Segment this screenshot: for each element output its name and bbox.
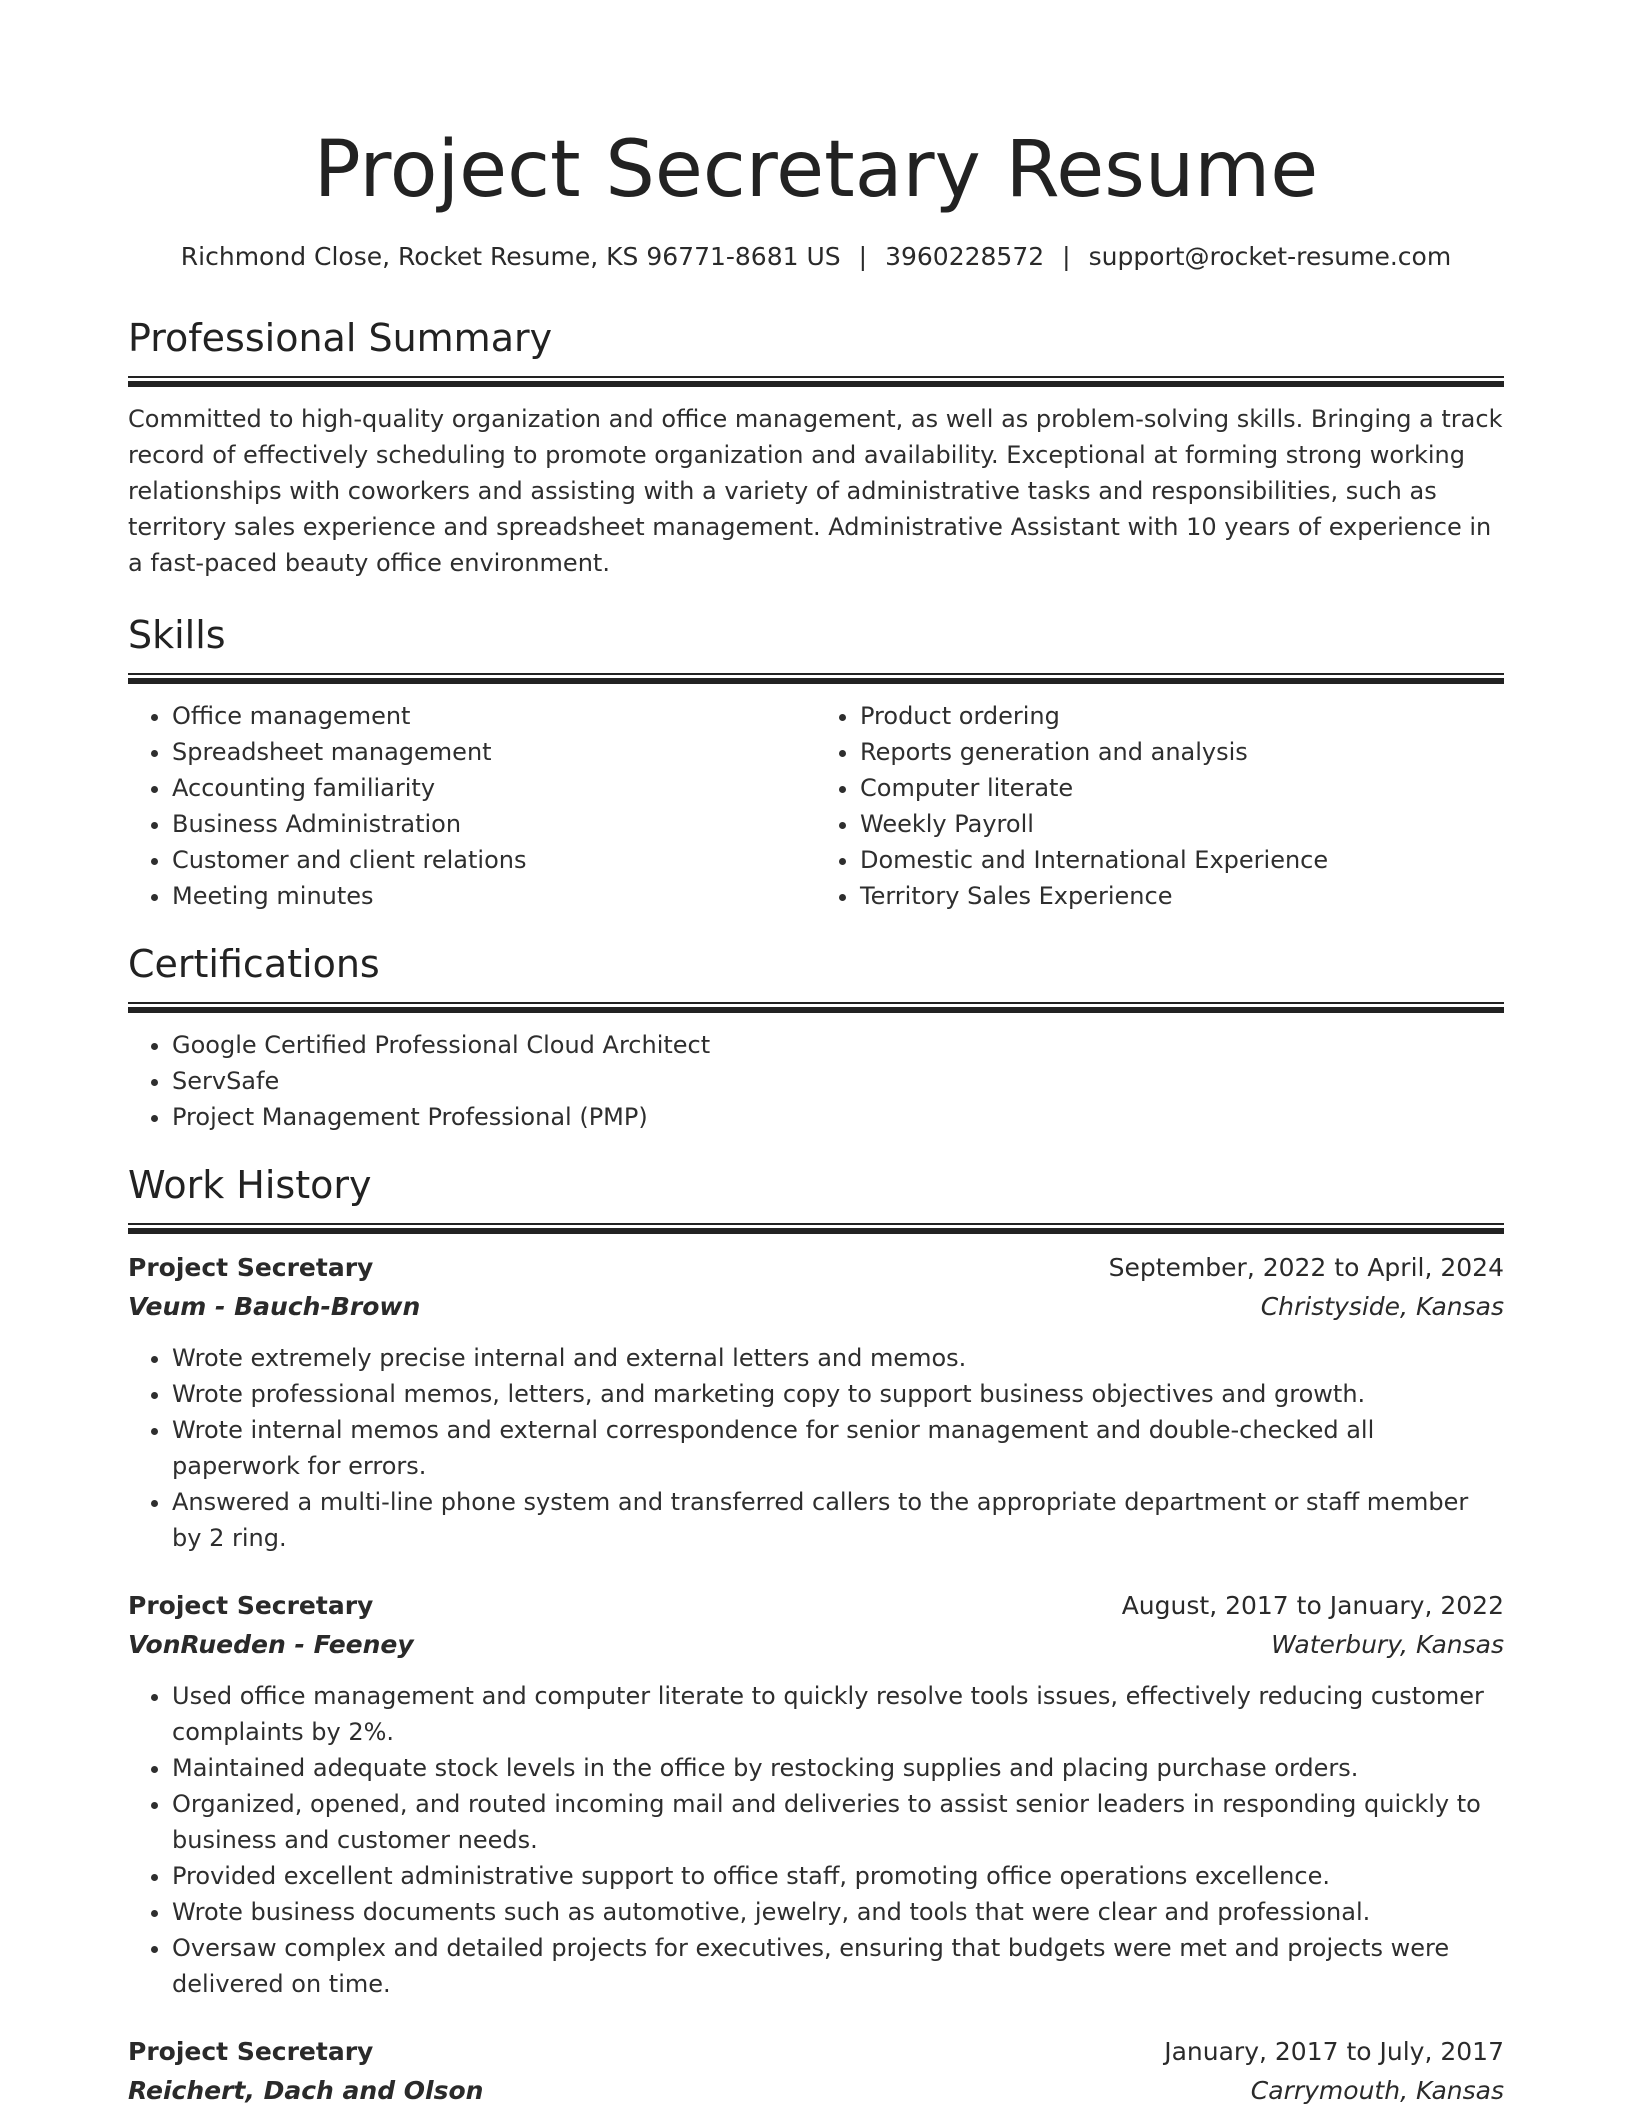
job-location: Carrymouth, Kansas <box>1250 2076 1504 2105</box>
contact-separator: | <box>858 242 868 271</box>
section-divider <box>128 673 1504 684</box>
job-entry <box>128 2032 1504 2110</box>
contact-email: support@rocket-resume.com <box>1088 242 1452 271</box>
skills-column-left <box>128 698 816 914</box>
skills-grid <box>128 698 1504 914</box>
skills-section <box>128 609 1504 914</box>
job-bullet: • Wrote professional memos, letters, and marketing copy to support business objectives and growth. <box>172 1376 1504 1412</box>
job-location: Christyside, Kansas <box>1260 1292 1504 1321</box>
job-header <box>128 1586 1504 1625</box>
skill-item: • Business Administration <box>172 806 816 842</box>
skill-item: • Weekly Payroll <box>860 806 1504 842</box>
job-bullet: • Maintained adequate stock levels in the office by restocking supplies and placing purchase orders. <box>172 1750 1504 1786</box>
job-bullet: • Wrote business documents such as automotive, jewelry, and tools that were clear and professional. <box>172 1894 1504 1930</box>
contact-address: Richmond Close, Rocket Resume, KS 96771-8681 US <box>180 242 841 271</box>
job-company: VonRueden - Feeney <box>128 1630 414 1659</box>
job-dates: August, 2017 to January, 2022 <box>1121 1591 1504 1620</box>
summary-text: Committed to high-quality organization and office management, as well as problem-solving skills. Bringing a track record of effectively scheduling to promote organization and availability. Exceptional at forming strong working relationships with coworkers and assisting with a variety of administrative tasks and responsibilities, such as territory sales experience and spreadsheet management. Administrative Assistant with 10 years of experience in a fast-paced beauty office environment. <box>128 405 1503 577</box>
skill-item: • Customer and client relations <box>172 842 816 878</box>
skill-item: • Office management <box>172 698 816 734</box>
job-subheader <box>128 1287 1504 1326</box>
section-divider <box>128 1002 1504 1013</box>
section-divider <box>128 376 1504 387</box>
section-title-certifications: Certifications <box>128 942 380 986</box>
job-bullet-list <box>128 1678 1504 2002</box>
certification-item: • Project Management Professional (PMP) <box>172 1099 1504 1135</box>
job-entry <box>128 1248 1504 1556</box>
certifications-section <box>128 938 1504 1135</box>
job-bullet: • Used office management and computer literate to quickly resolve tools issues, effectively reducing customer complaints by 2%. <box>172 1678 1504 1750</box>
skill-item: • Meeting minutes <box>172 878 816 914</box>
skills-list-right <box>816 698 1504 914</box>
certifications-list <box>128 1027 1504 1135</box>
section-title-work-history: Work History <box>128 1163 372 1207</box>
section-divider <box>128 1223 1504 1234</box>
skill-item: • Computer literate <box>860 770 1504 806</box>
job-company: Reichert, Dach and Olson <box>128 2076 484 2105</box>
contact-separator: | <box>1062 242 1071 271</box>
job-company: Veum - Bauch-Brown <box>128 1292 421 1321</box>
skill-item: • Product ordering <box>860 698 1504 734</box>
skills-list-left <box>128 698 816 914</box>
job-header <box>128 2032 1504 2071</box>
job-bullet: • Provided excellent administrative support to office staff, promoting office operations excellence. <box>172 1858 1504 1894</box>
job-dates: September, 2022 to April, 2024 <box>1108 1253 1504 1282</box>
job-subheader <box>128 2071 1504 2110</box>
contact-phone: 3960228572 <box>885 242 1045 271</box>
job-bullet: • Wrote extremely precise internal and external letters and memos. <box>172 1340 1504 1376</box>
contact-line <box>128 240 1504 274</box>
skills-column-right <box>816 698 1504 914</box>
job-bullet-list <box>128 1340 1504 1556</box>
job-subheader <box>128 1625 1504 1664</box>
skill-item: • Territory Sales Experience <box>860 878 1504 914</box>
section-title-skills: Skills <box>128 613 226 657</box>
resume-name: Project Secretary Resume <box>313 125 1319 215</box>
job-bullet: • Wrote internal memos and external correspondence for senior management and double-checked all paperwork for errors. <box>172 1412 1504 1484</box>
job-title: Project Secretary <box>128 1591 374 1620</box>
work-history-section <box>128 1159 1504 2110</box>
certification-item: • Google Certified Professional Cloud Architect <box>172 1027 1504 1063</box>
job-header <box>128 1248 1504 1287</box>
summary-section <box>128 312 1504 581</box>
job-title: Project Secretary <box>128 2037 374 2066</box>
skill-item: • Reports generation and analysis <box>860 734 1504 770</box>
certification-item: • ServSafe <box>172 1063 1504 1099</box>
job-bullet: • Answered a multi-line phone system and transferred callers to the appropriate department or staff member by 2 ring. <box>172 1484 1504 1556</box>
job-entry <box>128 1586 1504 2002</box>
skill-item: • Spreadsheet management <box>172 734 816 770</box>
skill-item: • Accounting familiarity <box>172 770 816 806</box>
job-location: Waterbury, Kansas <box>1271 1630 1504 1659</box>
job-bullet: • Oversaw complex and detailed projects for executives, ensuring that budgets were met and projects were delivered on time. <box>172 1930 1504 2002</box>
job-title: Project Secretary <box>128 1253 374 1282</box>
section-title-summary: Professional Summary <box>128 316 553 360</box>
skill-item: • Domestic and International Experience <box>860 842 1504 878</box>
job-dates: January, 2017 to July, 2017 <box>1164 2037 1504 2066</box>
job-bullet: • Organized, opened, and routed incoming mail and deliveries to assist senior leaders in responding quickly to business and customer needs. <box>172 1786 1504 1858</box>
